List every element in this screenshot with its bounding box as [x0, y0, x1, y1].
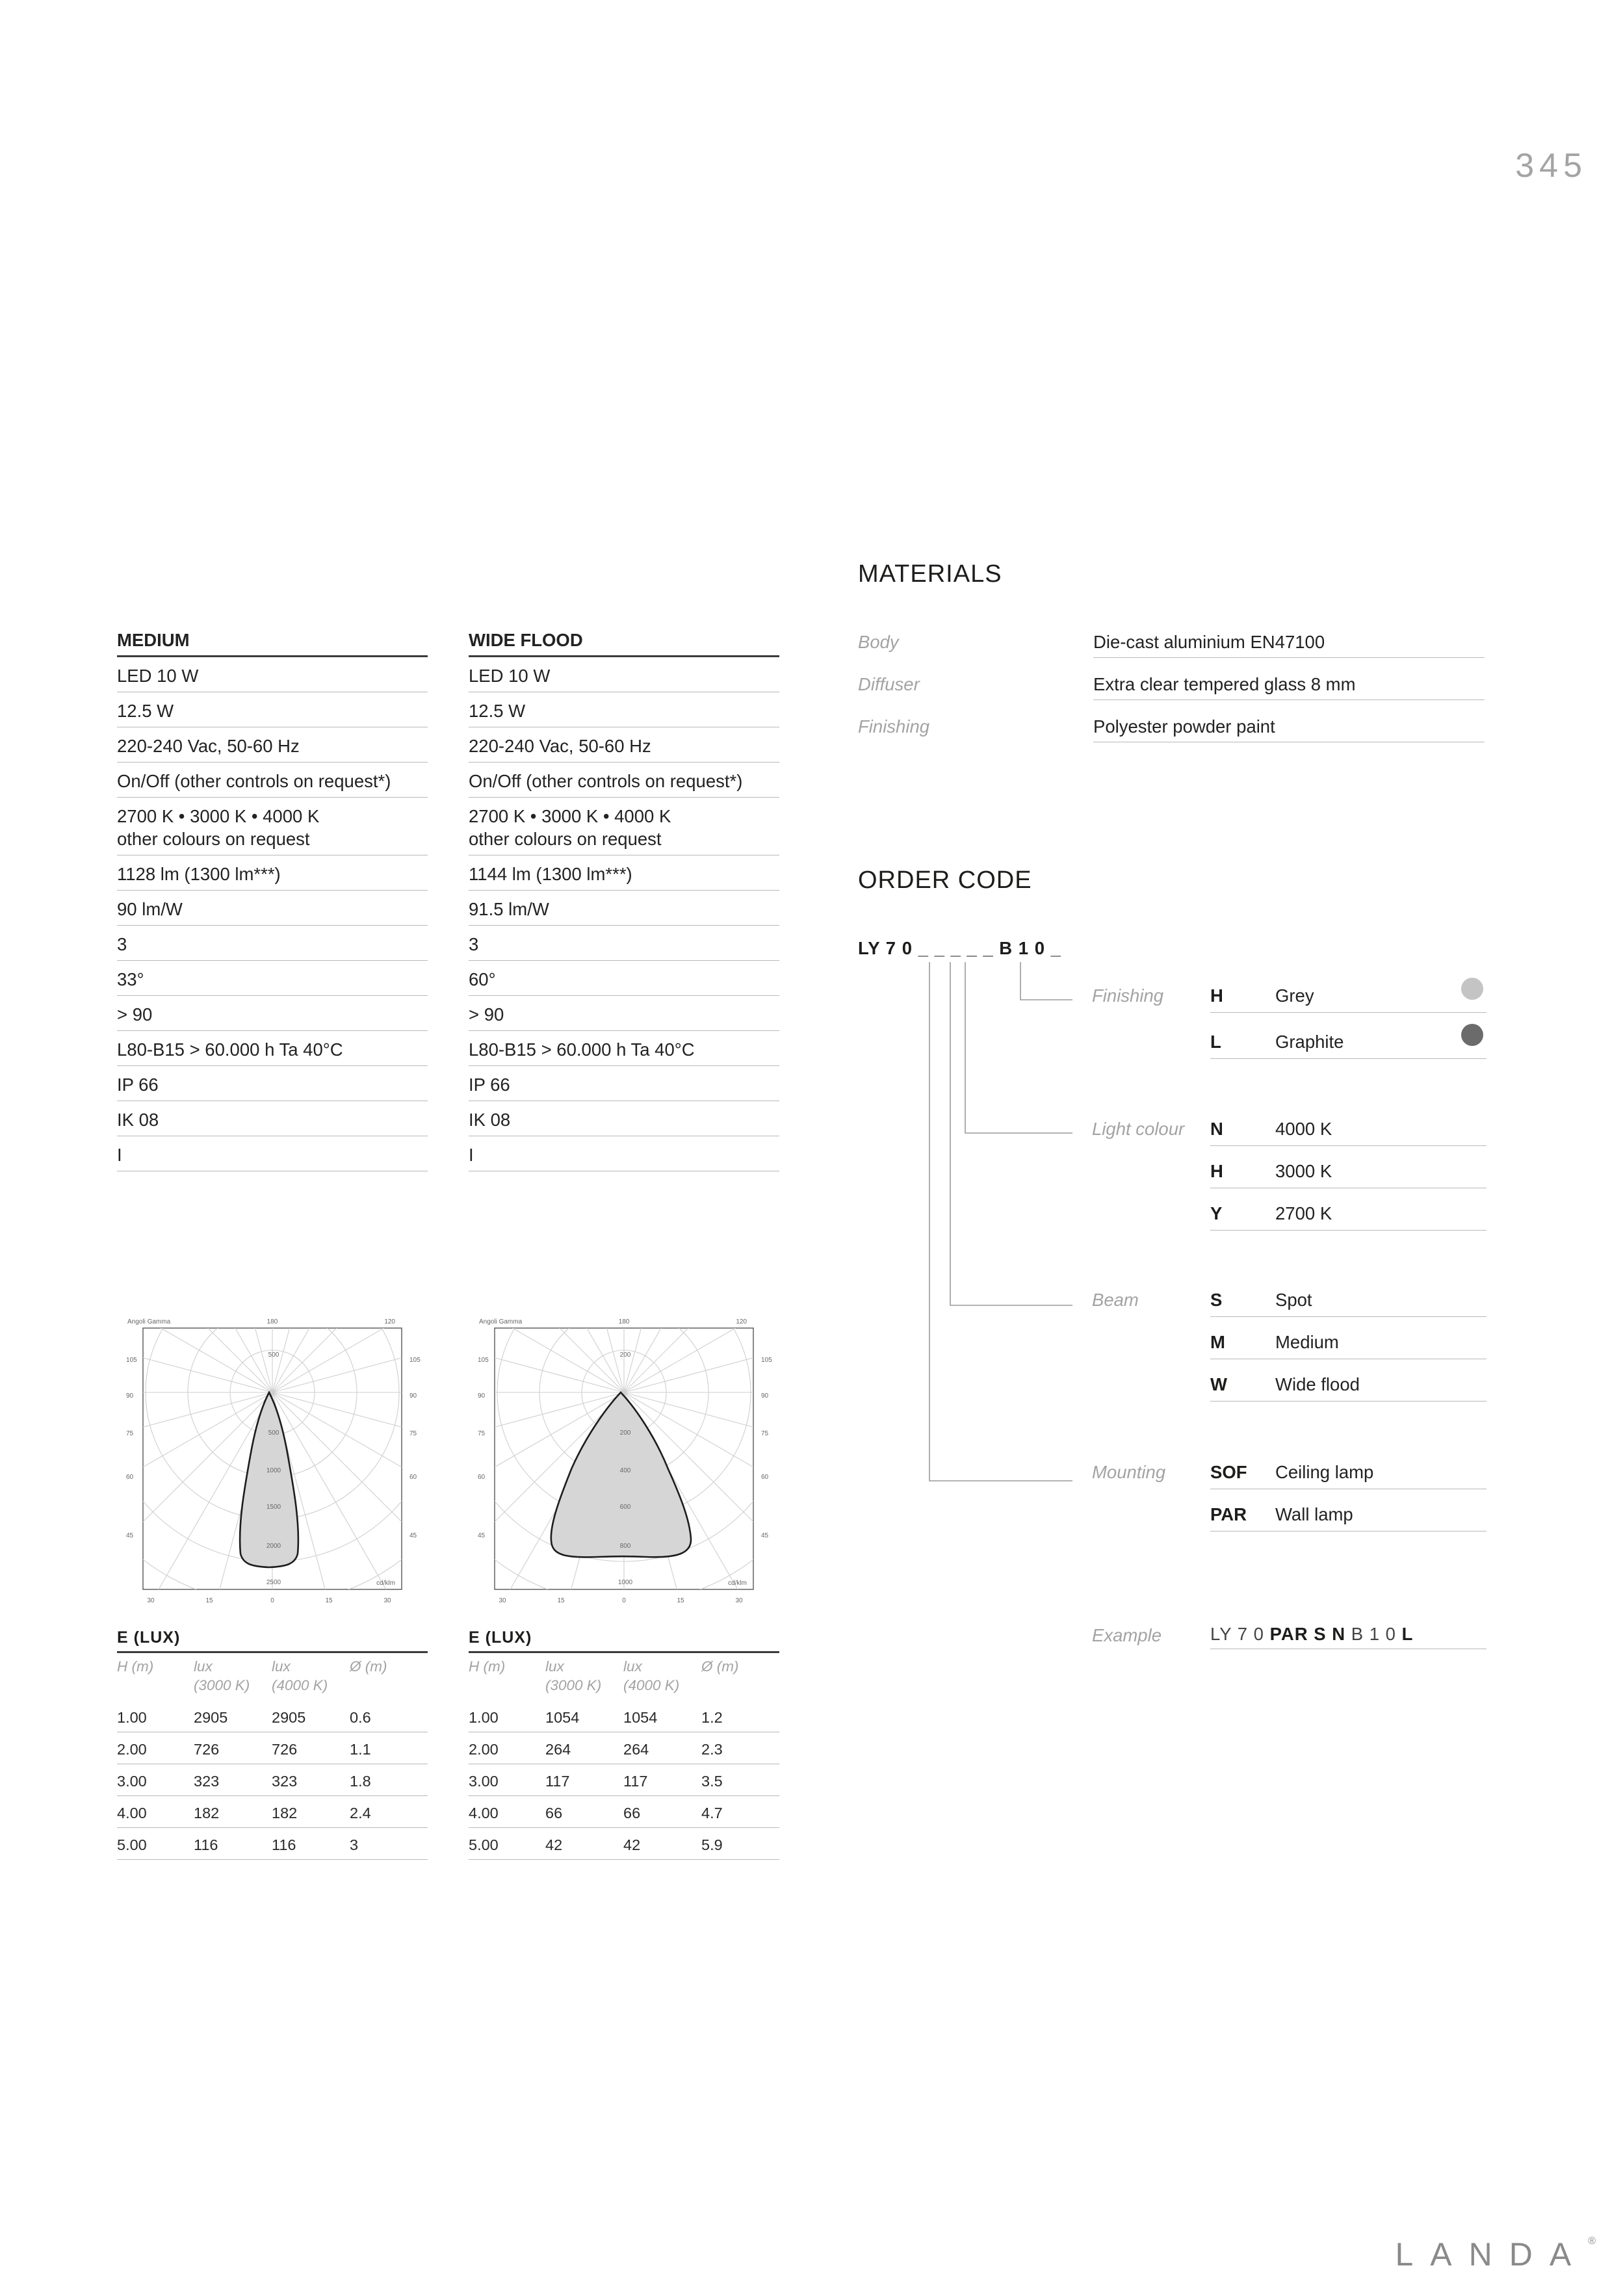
polar-header-label: Angoli Gamma — [127, 1318, 171, 1325]
polar-angle-label: 15 — [557, 1597, 565, 1604]
order-option-code: L — [1210, 1032, 1221, 1052]
polar-angle-label: 60 — [478, 1474, 486, 1481]
polar-header-label: 180 — [266, 1318, 278, 1325]
polar-angle-label: 45 — [409, 1532, 417, 1539]
lux-cell: 117 — [545, 1773, 570, 1790]
order-option-desc: Graphite — [1275, 1032, 1344, 1052]
polar-angle-label: 90 — [126, 1392, 134, 1400]
lux-cell: 3.00 — [469, 1773, 499, 1790]
polar-angle-label: 90 — [478, 1392, 486, 1400]
lux-column-header: Ø (m) — [701, 1658, 739, 1675]
lux-cell: 1054 — [623, 1709, 658, 1726]
lux-cell: 2.00 — [469, 1741, 499, 1758]
order-option-code: W — [1210, 1374, 1227, 1394]
order-option-code: M — [1210, 1332, 1225, 1352]
material-value: Extra clear tempered glass 8 mm — [1093, 674, 1485, 700]
polar-radial-label: 1000 — [617, 1579, 633, 1586]
example-label: Example — [1092, 1625, 1162, 1645]
lux-cell: 66 — [545, 1805, 563, 1821]
lux-cell: 1054 — [545, 1709, 580, 1726]
spec-value: > 90 — [469, 996, 779, 1031]
polar-radial-label: 200 — [619, 1351, 631, 1359]
lux-cell: 1.00 — [117, 1709, 147, 1726]
order-option-desc: Wide flood — [1275, 1374, 1360, 1394]
polar-radial-label: 400 — [619, 1467, 631, 1474]
lux-cell: 2.00 — [117, 1741, 147, 1758]
spec-value: 2700 K • 3000 K • 4000 K other colours on request — [469, 798, 779, 855]
spec-value: IK 08 — [469, 1101, 779, 1136]
polar-header-label: 120 — [384, 1318, 395, 1325]
polar-angle-label: 15 — [325, 1597, 333, 1604]
polar-chart-medium — [117, 1310, 428, 1622]
polar-angle-label: 30 — [735, 1597, 743, 1604]
lux-cell: 323 — [272, 1773, 298, 1790]
polar-angle-label: 105 — [761, 1357, 772, 1364]
example-code — [1210, 1624, 1487, 1649]
example-code-part: B 1 0 — [1351, 1624, 1402, 1644]
polar-header-label: Angoli Gamma — [479, 1318, 523, 1325]
lux-cell: 182 — [272, 1805, 298, 1821]
order-option-rule — [1210, 1531, 1487, 1532]
lux-column-header: H (m) — [117, 1658, 154, 1675]
order-group-label: Finishing — [1092, 985, 1164, 1006]
lux-cell: 116 — [272, 1836, 296, 1853]
polar-chart-wide-flood — [469, 1310, 779, 1622]
spec-value: 1144 lm (1300 lm***) — [469, 855, 779, 891]
spec-value: On/Off (other controls on request*) — [117, 763, 428, 798]
page-number: 345 — [1515, 147, 1587, 185]
spec-value: IP 66 — [117, 1066, 428, 1101]
lux-column-header: lux (4000 K) — [272, 1658, 328, 1693]
lux-cell: 1.00 — [469, 1709, 499, 1726]
polar-header-label: 120 — [736, 1318, 747, 1325]
polar-radial-label: 2000 — [266, 1543, 281, 1550]
lux-cell: 726 — [194, 1741, 220, 1758]
spec-value: 33° — [117, 961, 428, 996]
lux-title: E (LUX) — [117, 1628, 181, 1647]
order-code-options — [1092, 975, 1495, 1547]
polar-diagram — [469, 1310, 779, 1622]
lux-cell: 4.7 — [701, 1805, 723, 1821]
example-code-part: L — [1401, 1624, 1414, 1644]
order-option-rule — [1210, 1401, 1487, 1402]
spec-value: 3 — [469, 926, 779, 961]
polar-radial-label: 200 — [619, 1429, 631, 1437]
lux-cell: 2.4 — [350, 1805, 371, 1821]
lux-title-rule — [117, 1651, 428, 1653]
lux-column-header: lux (4000 K) — [623, 1658, 680, 1693]
materials-list — [858, 632, 1488, 762]
polar-radial-label: 500 — [268, 1429, 279, 1437]
polar-header-label: 180 — [618, 1318, 630, 1325]
lux-cell: 182 — [194, 1805, 220, 1821]
spec-value: L80-B15 > 60.000 h Ta 40°C — [117, 1031, 428, 1066]
lux-cell: 42 — [545, 1836, 563, 1853]
polar-angle-label: 45 — [126, 1532, 134, 1539]
polar-angle-label: 60 — [409, 1474, 417, 1481]
spec-heading: MEDIUM — [117, 621, 428, 657]
order-option-rule — [1210, 1058, 1487, 1059]
materials-title: MATERIALS — [858, 560, 1002, 588]
spec-value: IK 08 — [117, 1101, 428, 1136]
polar-angle-label: 60 — [126, 1474, 134, 1481]
spec-value: L80-B15 > 60.000 h Ta 40°C — [469, 1031, 779, 1066]
spec-value: 90 lm/W — [117, 891, 428, 926]
spec-column-medium — [117, 621, 428, 1171]
order-option-desc: 3000 K — [1275, 1161, 1332, 1181]
lux-row-rule — [117, 1827, 428, 1828]
lux-cell: 264 — [623, 1741, 649, 1758]
spec-value: 60° — [469, 961, 779, 996]
lux-cell: 4.00 — [117, 1805, 147, 1821]
lux-table-medium — [117, 1628, 428, 1875]
order-option-rule — [1210, 1230, 1487, 1231]
polar-angle-label: 60 — [761, 1474, 769, 1481]
example-code-part: PAR S N — [1269, 1624, 1351, 1644]
lux-row-rule — [117, 1859, 428, 1860]
order-option-desc: Wall lamp — [1275, 1504, 1353, 1524]
lux-cell: 2.3 — [701, 1741, 723, 1758]
order-option-code: Y — [1210, 1203, 1223, 1223]
polar-angle-label: 105 — [409, 1357, 421, 1364]
lux-cell: 116 — [194, 1836, 218, 1853]
lux-title: E (LUX) — [469, 1628, 532, 1647]
lux-cell: 2905 — [194, 1709, 228, 1726]
spec-value: I — [117, 1136, 428, 1171]
order-option-rule — [1210, 1145, 1487, 1146]
order-option-desc: Medium — [1275, 1332, 1339, 1352]
spec-value: LED 10 W — [117, 657, 428, 692]
order-option-desc: Spot — [1275, 1290, 1312, 1310]
order-option-code: H — [1210, 1161, 1223, 1181]
lux-row-rule — [469, 1859, 779, 1860]
lux-cell: 323 — [194, 1773, 220, 1790]
lux-cell: 5.00 — [117, 1836, 147, 1853]
spec-value: On/Off (other controls on request*) — [469, 763, 779, 798]
polar-angle-label: 45 — [478, 1532, 486, 1539]
order-code-pattern: LY 7 0 _ _ _ _ _ B 1 0 _ — [858, 938, 1061, 958]
polar-angle-label: 0 — [270, 1597, 274, 1604]
spec-column-wide-flood — [469, 621, 779, 1171]
order-group-label: Light colour — [1092, 1119, 1185, 1139]
polar-unit-label: cd/klm — [728, 1580, 747, 1587]
polar-angle-label: 30 — [147, 1597, 155, 1604]
lux-row-rule — [469, 1795, 779, 1796]
lux-row-rule — [469, 1827, 779, 1828]
polar-radial-label: 800 — [619, 1543, 631, 1550]
lux-cell: 1.1 — [350, 1741, 371, 1758]
material-label: Finishing — [858, 716, 930, 737]
light-distribution-curve — [240, 1392, 298, 1567]
lux-cell: 3.00 — [117, 1773, 147, 1790]
polar-angle-label: 15 — [677, 1597, 684, 1604]
spec-value: 91.5 lm/W — [469, 891, 779, 926]
spec-value: 2700 K • 3000 K • 4000 K other colours on request — [117, 798, 428, 855]
spec-value: > 90 — [117, 996, 428, 1031]
spec-value: 1128 lm (1300 lm***) — [117, 855, 428, 891]
light-distribution-curve — [551, 1392, 691, 1557]
polar-angle-label: 45 — [761, 1532, 769, 1539]
spec-value: 3 — [117, 926, 428, 961]
lux-column-header: H (m) — [469, 1658, 506, 1675]
order-option-code: S — [1210, 1290, 1223, 1310]
polar-angle-label: 105 — [478, 1357, 489, 1364]
lux-cell: 4.00 — [469, 1805, 499, 1821]
polar-radial-label: 2500 — [266, 1579, 281, 1586]
polar-angle-label: 0 — [622, 1597, 626, 1604]
lux-title-rule — [469, 1651, 779, 1653]
lux-column-header: lux (3000 K) — [545, 1658, 602, 1693]
spec-value: 12.5 W — [469, 692, 779, 727]
order-option-rule — [1210, 1012, 1487, 1013]
lux-cell: 1.2 — [701, 1709, 723, 1726]
brand-logo: LANDA® — [1395, 2236, 1596, 2273]
polar-angle-label: 90 — [761, 1392, 769, 1400]
lux-cell: 5.00 — [469, 1836, 499, 1853]
spec-heading: WIDE FLOOD — [469, 621, 779, 657]
lux-table-wide-flood — [469, 1628, 779, 1875]
lux-cell: 264 — [545, 1741, 571, 1758]
lux-cell: 1.8 — [350, 1773, 371, 1790]
polar-radial-label: 600 — [619, 1504, 631, 1511]
lux-cell: 726 — [272, 1741, 298, 1758]
lux-row-rule — [117, 1795, 428, 1796]
order-option-code: SOF — [1210, 1462, 1247, 1482]
polar-radial-label: 500 — [268, 1351, 279, 1359]
color-swatch-icon — [1461, 1024, 1483, 1046]
material-value: Polyester powder paint — [1093, 716, 1485, 742]
order-code-title: ORDER CODE — [858, 867, 1032, 894]
order-group-label: Beam — [1092, 1290, 1139, 1310]
lux-cell: 117 — [623, 1773, 648, 1790]
lux-cell: 0.6 — [350, 1709, 371, 1726]
spec-value: IP 66 — [469, 1066, 779, 1101]
order-option-desc: Ceiling lamp — [1275, 1462, 1374, 1482]
polar-angle-label: 75 — [409, 1430, 417, 1437]
order-option-desc: Grey — [1275, 985, 1314, 1006]
polar-angle-label: 30 — [499, 1597, 506, 1604]
order-option-code: PAR — [1210, 1504, 1247, 1524]
spec-value: 12.5 W — [117, 692, 428, 727]
order-code-connectors — [858, 962, 1079, 1489]
lux-cell: 3 — [350, 1836, 359, 1853]
lux-column-header: lux (3000 K) — [194, 1658, 250, 1693]
order-group-label: Mounting — [1092, 1462, 1166, 1482]
polar-diagram — [117, 1310, 428, 1622]
spec-value: 220-240 Vac, 50-60 Hz — [117, 727, 428, 763]
polar-radial-label: 1000 — [266, 1467, 281, 1474]
material-label: Diffuser — [858, 674, 920, 694]
lux-column-header: Ø (m) — [350, 1658, 387, 1675]
polar-angle-label: 30 — [383, 1597, 391, 1604]
lux-cell: 3.5 — [701, 1773, 723, 1790]
material-label: Body — [858, 632, 899, 652]
lux-cell: 5.9 — [701, 1836, 723, 1853]
material-value: Die-cast aluminium EN47100 — [1093, 632, 1485, 658]
order-option-desc: 2700 K — [1275, 1203, 1332, 1223]
polar-angle-label: 75 — [126, 1430, 134, 1437]
lux-cell: 2905 — [272, 1709, 306, 1726]
lux-cell: 66 — [623, 1805, 641, 1821]
example-code-part: LY 7 0 — [1210, 1624, 1270, 1644]
polar-angle-label: 90 — [409, 1392, 417, 1400]
spec-value: LED 10 W — [469, 657, 779, 692]
lux-cell: 42 — [623, 1836, 641, 1853]
order-option-code: H — [1210, 985, 1223, 1006]
polar-angle-label: 15 — [205, 1597, 213, 1604]
spec-value: I — [469, 1136, 779, 1171]
polar-angle-label: 105 — [126, 1357, 137, 1364]
polar-radial-label: 1500 — [266, 1504, 281, 1511]
order-option-desc: 4000 K — [1275, 1119, 1332, 1139]
polar-unit-label: cd/klm — [376, 1580, 395, 1587]
polar-angle-label: 75 — [478, 1430, 486, 1437]
polar-angle-label: 75 — [761, 1430, 769, 1437]
order-option-code: N — [1210, 1119, 1223, 1139]
order-option-rule — [1210, 1316, 1487, 1317]
spec-value: 220-240 Vac, 50-60 Hz — [469, 727, 779, 763]
color-swatch-icon — [1461, 978, 1483, 1000]
